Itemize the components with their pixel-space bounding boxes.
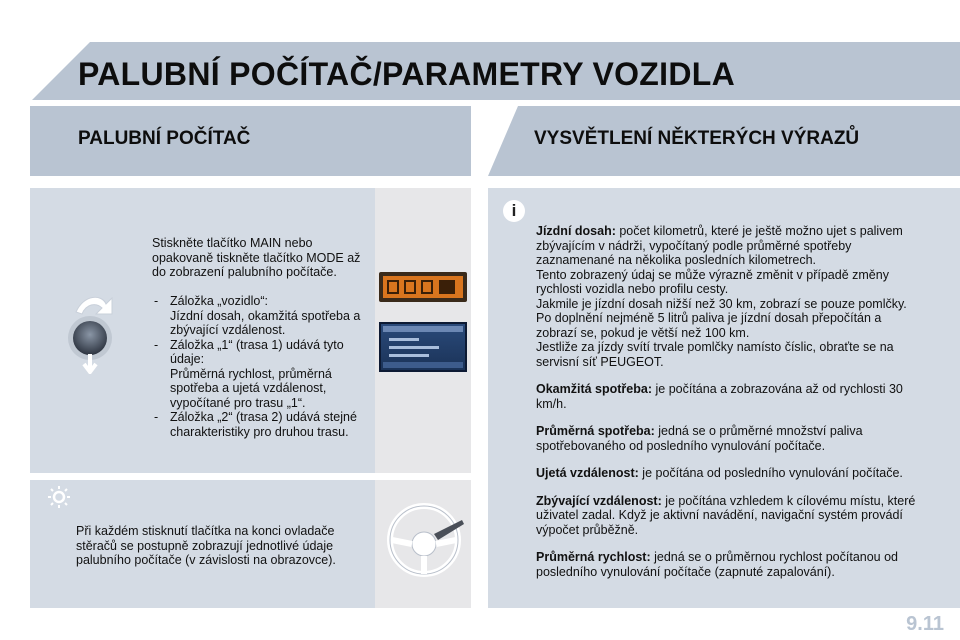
list-item (152, 294, 370, 338)
definition-average-consumption (536, 424, 921, 453)
tip-text: Při každém stisknutí tlačítka na konci ovladače stěračů se postupně zobrazují jednotlivé údaje palubního počítače (v závislosti na obrazovce). (76, 524, 336, 567)
bullet-title: - Záložka „vozidlo“: (170, 294, 268, 308)
page-number: 9.11 (906, 613, 944, 635)
definition-text: je počítána vzhledem k cílovému místu, které uživatel zadal. Když je aktivní navádění, navigační systém provádí výpočet průběžně. (536, 493, 916, 537)
tab-list (152, 294, 370, 439)
light-bulb-icon (48, 486, 70, 508)
definitions-list (536, 224, 921, 592)
definition-text: počet kilometrů, které je ještě možno ujet s palivem zbývajícím v nádrži, vypočítaný podle průměrné spotřeby zaznamenané na několika posledních kilometrech. (536, 224, 903, 267)
bullet-title: - Záložka „2“ (trasa 2) udává stejné charakteristiky pro druhou trasu. (170, 410, 357, 439)
definition-range (536, 224, 921, 369)
list-item (152, 338, 370, 411)
definition-instant-consumption (536, 382, 921, 411)
intro-text: Stiskněte tlačítko MAIN nebo opakovaně tiskněte tlačítko MODE až do zobrazení palubního počítače. (152, 236, 361, 279)
orange-display-image (379, 272, 467, 302)
definition-text: jedná se o průměrné množství paliva spotřebovaného od posledního vynulování počítače. (536, 424, 863, 453)
info-icon: i (503, 200, 525, 222)
definition-note: Jakmile je jízdní dosah nižší než 30 km, zobrazí se pouze pomlčky. Po doplnění nejméně 5 litrů paliva je jízdní dosah přepočítán a zobrazí se, pokud je větší než 100 km. (536, 296, 907, 340)
definition-term: Okamžitá spotřeba: (536, 382, 653, 396)
definition-term: Zbývající vzdálenost: (536, 493, 662, 508)
right-section-title: VYSVĚTLENÍ NĚKTERÝCH VÝRAZŮ (534, 128, 860, 149)
bullet-detail: Průměrná rychlost, průměrná spotřeba a ujetá vzdálenost, vypočítané pro trasu „1“. (170, 366, 332, 410)
definition-distance-travelled (536, 466, 921, 481)
definition-note: Jestliže za jízdy svítí trvale pomlčky namísto číslic, obraťte se na servisní síť PEUGEOT. (536, 340, 894, 369)
blue-display-image (379, 322, 467, 372)
list-item (152, 410, 370, 439)
definition-text: jedná se o průměrnou rychlost počítanou od posledního vynulování počítače (zapnuté zapalování). (536, 550, 899, 579)
definition-note: Tento zobrazený údaj se může výrazně změnit v případě změny rychlosti vozidla nebo profilu cesty. (536, 267, 889, 296)
bullet-detail: Jízdní dosah, okamžitá spotřeba a zbývající vzdálenost. (170, 308, 361, 337)
definition-remaining-distance (536, 494, 921, 538)
bullet-title: - Záložka „1“ (trasa 1) udává tyto údaje: (170, 337, 344, 366)
left-section-title: PALUBNÍ POČÍTAČ (78, 128, 251, 149)
steering-wheel-icon (386, 500, 466, 580)
definition-text: je počítána a zobrazována až od rychlosti 30 km/h. (536, 382, 903, 411)
definition-average-speed (536, 550, 921, 579)
knob-icon (62, 290, 120, 374)
definition-term: Průměrná rychlost: (536, 550, 651, 564)
page-title: PALUBNÍ POČÍTAČ/PARAMETRY VOZIDLA (78, 56, 736, 92)
definition-term: Ujetá vzdálenost: (536, 466, 639, 480)
definition-term: Jízdní dosah: (536, 224, 616, 238)
definition-term: Průměrná spotřeba: (536, 424, 655, 438)
definition-text: je počítána od posledního vynulování počítače. (642, 466, 903, 480)
